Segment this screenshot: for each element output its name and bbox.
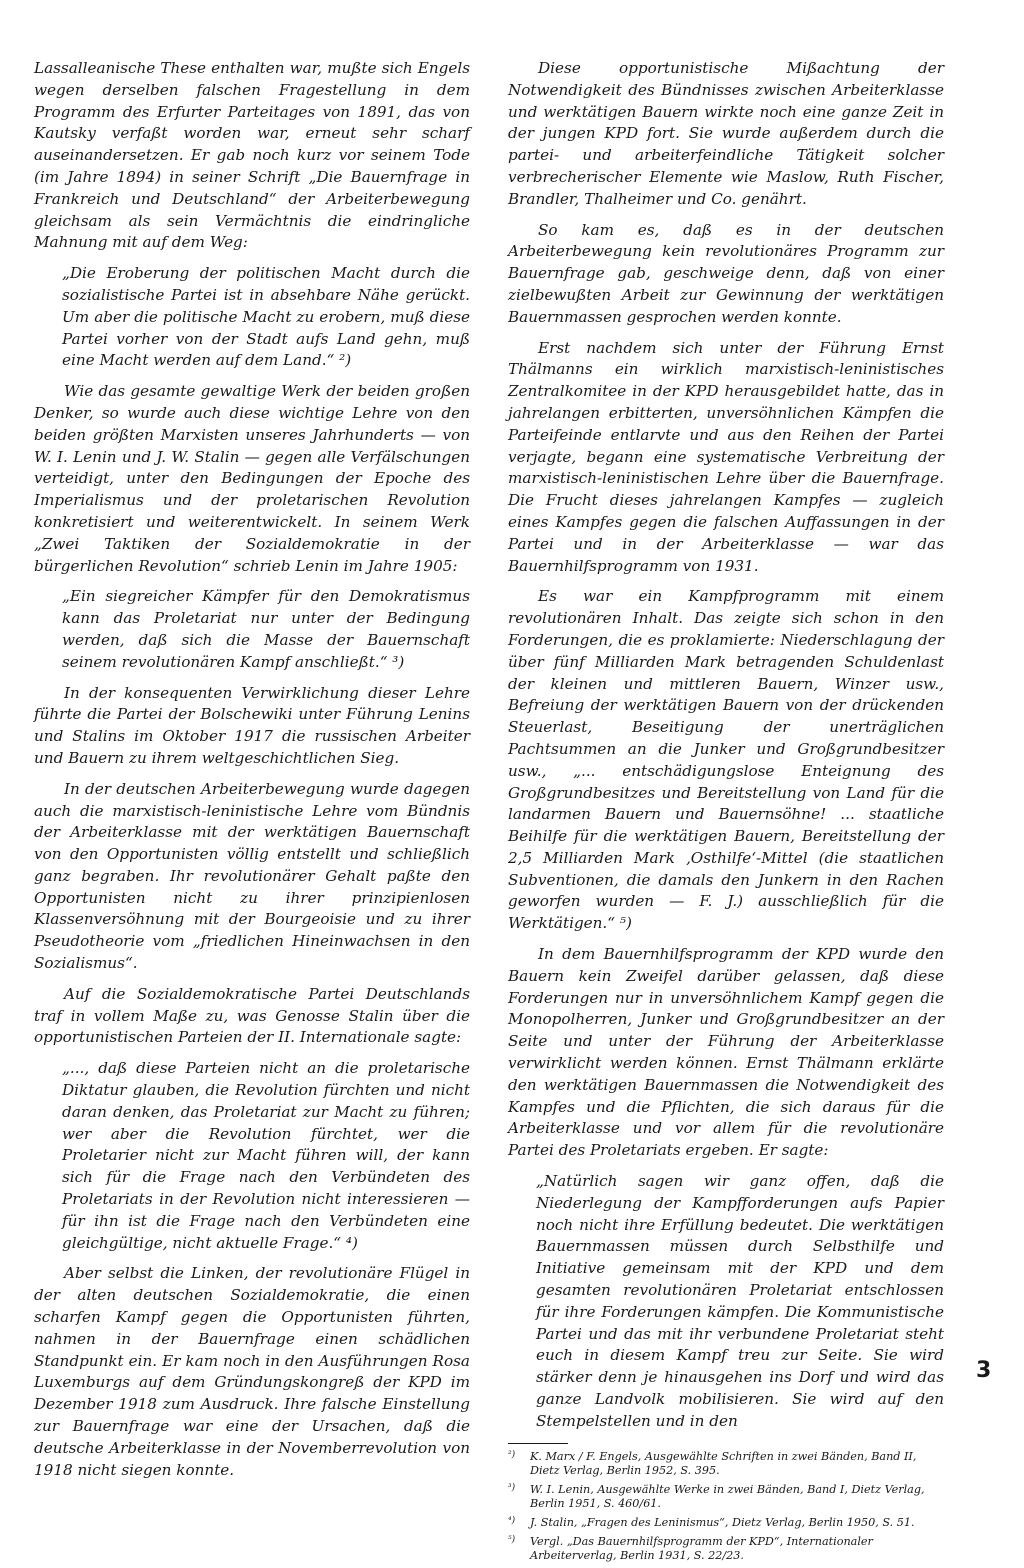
left-column bbox=[34, 58, 470, 1490]
paragraph: So kam es, daß es in der deutschen Arbeiterbewegung kein revolutionäres Programm zur Bauernfrage gab, geschweige denn, daß von einer zielbewußten Arbeit zur Gewinnung der werktätigen Bauernmassen gesprochen werden konnte. bbox=[508, 220, 944, 326]
footnote: ³) W. I. Lenin, Ausgewählte Werke in zwei Bänden, Band I, Dietz Verlag, Berlin 1951, S. 460/61. bbox=[508, 1482, 925, 1511]
paragraph: In der deutschen Arbeiterbewegung wurde dagegen auch die marxistisch-leninistische Lehre vom Bündnis der Arbeiterklasse mit der werktätigen Bauernschaft von den Opportunisten völlig entstellt und schließlich ganz begraben. Ihr revolutionärer Gehalt paßte den Opportunisten nicht zu ihrer prinzipienlosen Klassenversöhnung mit der Bourgeoisie und zu ihrer Pseudotheorie vom „friedlichen Hineinwachsen in den Sozialismus“. bbox=[34, 779, 470, 973]
paragraph: Erst nachdem sich unter der Führung Ernst Thälmanns ein wirklich marxistisch-leninistisches Zentralkomitee in der KPD herausgebildet hatte, das in jahrelangen erbitterten, unversöhnlichen Kämpfen die Parteifeinde entlarvte und aus den Reihen der Partei verjagte, begann eine systematische Verbreitung der marxistisch-leninistischen Lehre über die Bauernfrage. Die Frucht dieses jahrelangen Kampfes — zugleich eines Kampfes gegen die falschen Auffassungen in der Partei und in der Arbeiterklasse — war das Bauernhilfsprogramm von 1931. bbox=[508, 338, 944, 575]
footnote: ²) K. Marx / F. Engels, Ausgewählte Schriften in zwei Bänden, Band II, Dietz Verlag, Berlin 1952, S. 395. bbox=[508, 1449, 917, 1478]
paragraph: In dem Bauernhilfsprogramm der KPD wurde den Bauern kein Zweifel darüber gelassen, daß diese Forderungen nur in unversöhnlichem Kampf gegen die Monopolherren, Junker und Großgrundbesitzer an der Seite und unter der Führung der Arbeiterklasse verwirklicht werden können. Ernst Thälmann erklärte den werktätigen Bauernmassen die Notwendigkeit des Kampfes und die Pflichten, die sich daraus für die Arbeiterklasse und vor allem für die revolutionäre Partei des Proletariats ergeben. Er sagte: bbox=[508, 945, 944, 1160]
right-column bbox=[508, 58, 944, 1568]
footnote-divider bbox=[508, 1443, 568, 1444]
quote: „Natürlich sagen wir ganz offen, daß die Niederlegung der Kampfforderungen aufs Papier noch nicht ihre Erfüllung bedeutet. Die werktätigen Bauernmassen müssen durch Selbsthilfe und Initiative gemeinsam mit der KPD und dem gesamten revolutionären Proletariat entschlossen für ihre Forderungen kämpfen. Die Kommunistische Partei und das mit ihr verbundene Proletariat steht euch in diesem Kampf treu zur Seite. Sie wird stärker denn je hinausgehen ins Dorf und wird das ganze Landvolk mobilisieren. Sie wird auf den Stempelstellen und in den bbox=[536, 1172, 944, 1430]
page-number: 3 bbox=[976, 1358, 992, 1383]
quote: „Die Eroberung der politischen Macht durch die sozialistische Partei ist in absehbare Nähe gerückt. Um aber die politische Macht zu erobern, muß diese Partei vorher von der Stadt aufs Land gehn, muß eine Macht werden auf dem Land.“ ²) bbox=[62, 264, 470, 370]
footnotes bbox=[508, 1450, 944, 1564]
paragraph: Auf die Sozialdemokratische Partei Deutschlands traf in vollem Maße zu, was Genosse Stalin über die opportunistischen Parteien der II. Internationale sagte: bbox=[34, 984, 470, 1047]
paragraph: Es war ein Kampfprogramm mit einem revolutionären Inhalt. Das zeigte sich schon in den Forderungen, die es proklamierte: Niederschlagung der über fünf Milliarden Mark betragenden Schuldenlast der kleinen und mittleren Bauern, Winzer usw., Befreiung der werktätigen Bauern von der drückenden Steuerlast, Beseitigung der unerträglichen Pachtsummen an die Junker und Großgrundbesitzer usw., „... entschädigungslose Enteignung des Großgrundbesitzes und Bereitstellung von Land für die landarmen Bauern und Bauernsöhne! ... staatliche Beihilfe für die werktätigen Bauern, Bereitstellung der 2,5 Milliarden Mark ‚Osthilfe‘-Mittel (die staatlichen Subventionen, die damals den Junkern in den Rachen geworfen wurden — F. J.) ausschließlich für die Werktätigen.“ ⁵) bbox=[508, 587, 944, 933]
paragraph: Lassalleanische These enthalten war, mußte sich Engels wegen derselben falschen Fragestellung in dem Programm des Erfurter Parteitages von 1891, das von Kautsky verfaßt worden war, erneut sehr scharf auseinandersetzen. Er gab noch kurz vor seinem Tode (im Jahre 1894) in seiner Schrift „Die Bauernfrage in Frankreich und Deutschland“ der Arbeiterbewegung gleichsam als sein Vermächtnis die eindringliche Mahnung mit auf dem Weg: bbox=[34, 59, 470, 252]
quote-block bbox=[34, 263, 470, 372]
paragraph: In der konsequenten Verwirklichung dieser Lehre führte die Partei der Bolschewiki unter Führung Lenins und Stalins im Oktober 1917 die russischen Arbeiter und Bauern zu ihrem weltgeschichtlichen Sieg. bbox=[34, 683, 470, 767]
footnote: ⁵) Vergl. „Das Bauernhilfsprogramm der KPD“, Internationaler Arbeiterverlag, Berlin 1931, S. 22/23. bbox=[508, 1534, 873, 1563]
paragraph: Aber selbst die Linken, der revolutionäre Flügel in der alten deutschen Sozialdemokratie, die einen scharfen Kampf gegen die Opportunisten führten, nahmen in der Bauernfrage einen schädlichen Standpunkt ein. Er kam noch in den Ausführungen Rosa Luxemburgs auf dem Gründungskongreß der KPD im Dezember 1918 zum Ausdruck. Ihre falsche Einstellung zur Bauernfrage war eine der Ursachen, daß die deutsche Arbeiterklasse in der Novemberrevolution von 1918 nicht siegen konnte. bbox=[34, 1264, 470, 1479]
paragraph: Wie das gesamte gewaltige Werk der beiden großen Denker, so wurde auch diese wichtige Lehre von den beiden größten Marxisten unseres Jahrhunderts — von W. I. Lenin und J. W. Stalin — gegen alle Verfälschungen verteidigt, unter den Bedingungen der Epoche des Imperialismus und der proletarischen Revolution konkretisiert und weiterentwickelt. In seinem Werk „Zwei Taktiken der Sozialdemokratie in der bürgerlichen Revolution“ schrieb Lenin im Jahre 1905: bbox=[34, 382, 470, 575]
footnote: ⁴) J. Stalin, „Fragen des Leninismus“, Dietz Verlag, Berlin 1950, S. 51. bbox=[508, 1515, 915, 1529]
quote: „Ein siegreicher Kämpfer für den Demokratismus kann das Proletariat nur unter der Bedingung werden, daß sich die Masse der Bauernschaft seinem revolutionären Kampf anschließt.“ ³) bbox=[62, 587, 470, 671]
quote: „..., daß diese Parteien nicht an die proletarische Diktatur glauben, die Revolution fürchten und nicht daran denken, das Proletariat zur Macht zu führen; wer aber die Revolution fürchtet, wer die Proletarier nicht zur Macht führen will, der kann sich für die Frage nach den Verbündeten des Proletariats in der Revolution nicht interessieren — für ihn ist die Frage nach den Verbündeten eine gleichgültige, nicht aktuelle Frage.“ ⁴) bbox=[62, 1059, 470, 1252]
paragraph: Diese opportunistische Mißachtung der Notwendigkeit des Bündnisses zwischen Arbeiterklasse und werktätigen Bauern wirkte noch eine ganze Zeit in der jungen KPD fort. Sie wurde außerdem durch die partei- und arbeiterfeindliche Tätigkeit solcher verbrecherischer Elemente wie Maslow, Ruth Fischer, Brandler, Thalheimer und Co. genährt. bbox=[508, 59, 944, 208]
